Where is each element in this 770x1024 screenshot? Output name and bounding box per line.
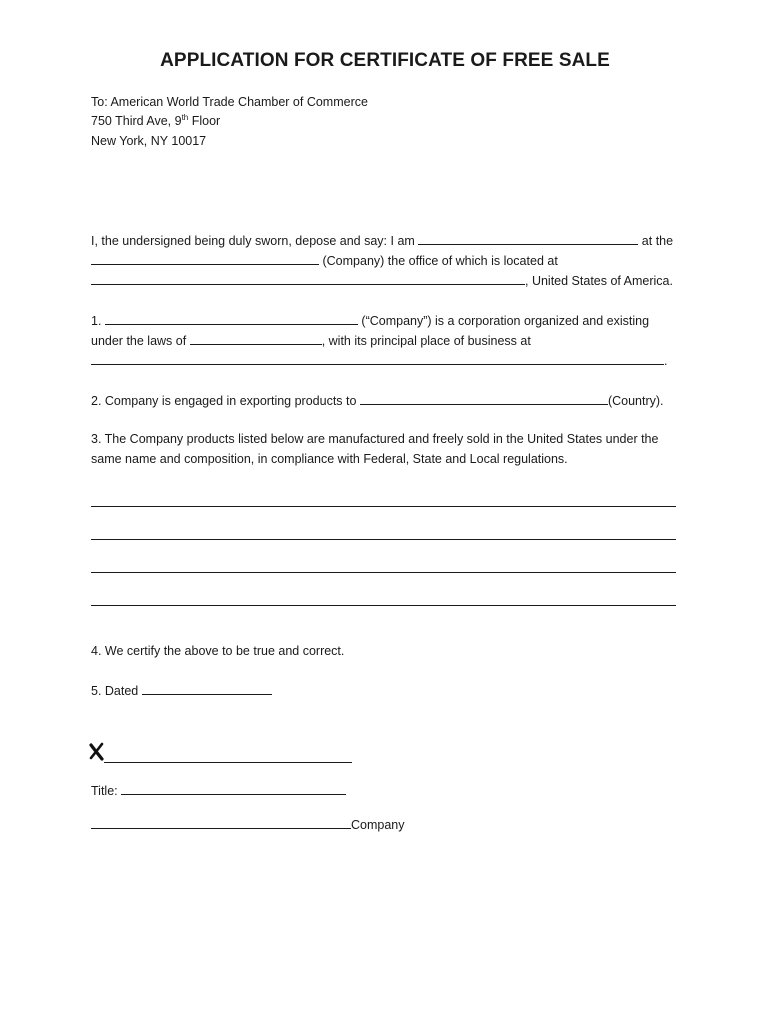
item4-line: 4. We certify the above to be true and correct. bbox=[91, 644, 345, 658]
item1-text-2: under the laws of bbox=[91, 334, 187, 348]
date-blank[interactable] bbox=[142, 682, 272, 695]
item5-line bbox=[91, 682, 272, 699]
intro-text-2: at the bbox=[641, 234, 674, 248]
title-field-line bbox=[91, 782, 346, 799]
item3-line-2: same name and composition, in compliance with Federal, State and Local regulations. bbox=[91, 452, 568, 466]
intro-text-4: , United States of America. bbox=[525, 274, 673, 288]
laws-of-blank[interactable] bbox=[190, 332, 322, 345]
company-blank[interactable] bbox=[105, 312, 358, 325]
address-line-2 bbox=[91, 113, 220, 129]
products-blank-1[interactable] bbox=[91, 506, 676, 507]
company-name-blank[interactable] bbox=[91, 252, 319, 265]
company-field-line bbox=[91, 816, 405, 833]
intro-text-1: I, the undersigned being duly sworn, depose and say: I am bbox=[91, 234, 415, 248]
intro-text-3: (Company) the office of which is located at bbox=[322, 254, 558, 268]
company-field-label: Company bbox=[351, 818, 405, 832]
products-blank-4[interactable] bbox=[91, 605, 676, 606]
address-floor: Floor bbox=[188, 114, 221, 128]
products-blank-2[interactable] bbox=[91, 539, 676, 540]
item1-line-2 bbox=[91, 332, 531, 349]
x-mark-icon bbox=[88, 741, 106, 761]
dated-label: 5. Dated bbox=[91, 684, 139, 698]
intro-line-2 bbox=[91, 252, 558, 269]
item1-text-1: (“Company”) is a corporation organized and existing bbox=[361, 314, 650, 328]
products-blank-3[interactable] bbox=[91, 572, 676, 573]
office-location-blank[interactable] bbox=[91, 272, 525, 285]
title-field-label: Title: bbox=[91, 784, 118, 798]
item2-text-1: 2. Company is engaged in exporting products to bbox=[91, 394, 357, 408]
document-title: APPLICATION FOR CERTIFICATE OF FREE SALE bbox=[160, 50, 610, 71]
item1-number: 1. bbox=[91, 314, 102, 328]
title-position-blank[interactable] bbox=[418, 232, 638, 245]
business-place-blank[interactable] bbox=[91, 352, 664, 365]
address-street: 750 Third Ave, 9 bbox=[91, 114, 182, 128]
item1-line-1 bbox=[91, 312, 649, 329]
country-blank[interactable] bbox=[360, 392, 608, 405]
item1-text-3: , with its principal place of business at bbox=[321, 334, 531, 348]
item2-line bbox=[91, 392, 664, 409]
address-line-1: To: American World Trade Chamber of Commerce bbox=[91, 95, 368, 109]
intro-line-1 bbox=[91, 232, 673, 249]
intro-line-3 bbox=[91, 272, 673, 289]
item2-text-2: (Country). bbox=[607, 394, 664, 408]
item1-line-3 bbox=[91, 352, 667, 369]
title-field-blank[interactable] bbox=[121, 782, 346, 795]
signature-blank[interactable] bbox=[104, 762, 352, 763]
address-ordinal: th bbox=[181, 113, 189, 122]
item3-line-1: 3. The Company products listed below are manufactured and freely sold in the United States under the bbox=[91, 432, 659, 446]
company-field-blank[interactable] bbox=[91, 816, 351, 829]
address-line-3: New York, NY 10017 bbox=[91, 134, 207, 148]
item1-end: . bbox=[664, 354, 668, 368]
